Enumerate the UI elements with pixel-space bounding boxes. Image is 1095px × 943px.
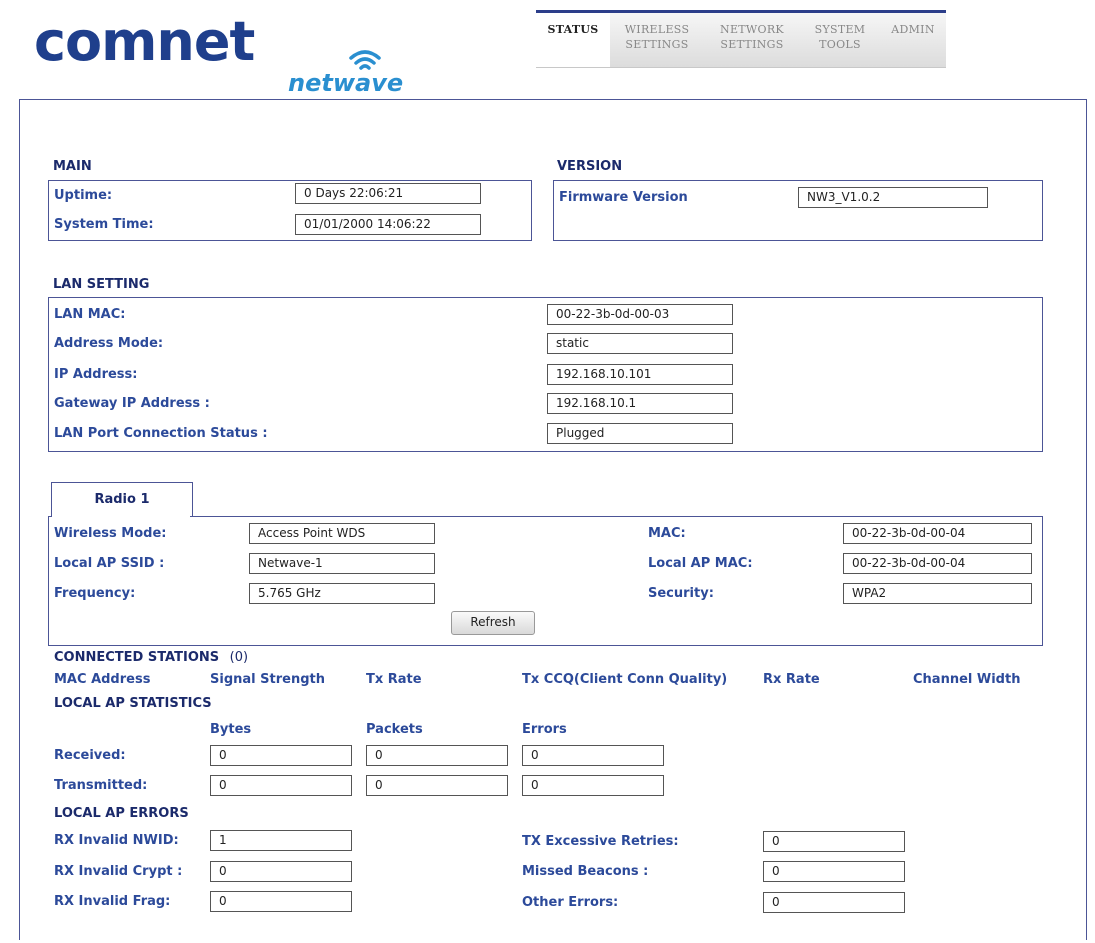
comnet-logo: comnet (34, 10, 255, 73)
rx-invalid-nwid-label: RX Invalid NWID: (54, 833, 179, 848)
transmitted-packets-field: 0 (366, 775, 508, 796)
top-nav (536, 10, 946, 68)
col-rx-rate: Rx Rate (763, 672, 820, 687)
lan-mac-field: 00-22-3b-0d-00-03 (547, 304, 733, 325)
firmware-label: Firmware Version (559, 190, 688, 205)
tab-network-settings[interactable]: NETWORK SETTINGS (720, 23, 784, 51)
frequency-field: 5.765 GHz (249, 583, 435, 604)
rx-invalid-nwid-field: 1 (210, 830, 352, 851)
lan-mac-label: LAN MAC: (54, 307, 126, 322)
radio-mac-field: 00-22-3b-0d-00-04 (843, 523, 1032, 544)
transmitted-bytes-field: 0 (210, 775, 352, 796)
connected-stations-title (54, 650, 248, 666)
frequency-label: Frequency: (54, 586, 136, 601)
rx-invalid-frag-field: 0 (210, 891, 352, 912)
gateway-field: 192.168.10.1 (547, 393, 733, 414)
lan-port-status-label: LAN Port Connection Status : (54, 426, 268, 441)
system-time-field: 01/01/2000 14:06:22 (295, 214, 481, 235)
tab-status[interactable]: STATUS (536, 13, 610, 67)
local-ap-mac-field: 00-22-3b-0d-00-04 (843, 553, 1032, 574)
ip-address-label: IP Address: (54, 367, 138, 382)
received-packets-field: 0 (366, 745, 508, 766)
wireless-mode-field: Access Point WDS (249, 523, 435, 544)
other-errors-label: Other Errors: (522, 895, 619, 910)
uptime-label: Uptime: (54, 188, 113, 203)
refresh-button[interactable]: Refresh (451, 611, 535, 635)
col-packets: Packets (366, 722, 423, 737)
tx-excessive-retries-label: TX Excessive Retries: (522, 834, 679, 849)
col-signal-strength: Signal Strength (210, 672, 325, 687)
ap-statistics-title: LOCAL AP STATISTICS (54, 696, 212, 711)
missed-beacons-label: Missed Beacons : (522, 864, 649, 879)
tab-admin[interactable]: ADMIN (891, 23, 935, 36)
received-label: Received: (54, 748, 126, 763)
address-mode-field: static (547, 333, 733, 354)
rx-invalid-crypt-label: RX Invalid Crypt : (54, 864, 183, 879)
netwave-logo: netwave (288, 69, 404, 97)
tab-system-tools[interactable]: SYSTEM TOOLS (814, 23, 866, 51)
security-field: WPA2 (843, 583, 1032, 604)
rx-invalid-frag-label: RX Invalid Frag: (54, 894, 171, 909)
lan-port-status-field: Plugged (547, 423, 733, 444)
transmitted-label: Transmitted: (54, 778, 148, 793)
local-ap-ssid-field: Netwave-1 (249, 553, 435, 574)
col-tx-ccq: Tx CCQ(Client Conn Quality) (522, 672, 728, 687)
connected-stations-label: CONNECTED STATIONS (54, 650, 220, 665)
wireless-mode-label: Wireless Mode: (54, 526, 167, 541)
received-errors-field: 0 (522, 745, 664, 766)
col-errors: Errors (522, 722, 567, 737)
col-mac-address: MAC Address (54, 672, 151, 687)
received-bytes-field: 0 (210, 745, 352, 766)
tab-join (52, 515, 190, 517)
local-ap-ssid-label: Local AP SSID : (54, 556, 165, 571)
col-channel-width: Channel Width (913, 672, 1021, 687)
lan-section-title: LAN SETTING (53, 277, 150, 292)
address-mode-label: Address Mode: (54, 336, 164, 351)
tab-wireless-settings[interactable]: WIRELESS SETTINGS (624, 23, 690, 51)
col-bytes: Bytes (210, 722, 252, 737)
ap-errors-title: LOCAL AP ERRORS (54, 806, 189, 821)
security-label: Security: (648, 586, 714, 601)
tab-radio-1[interactable]: Radio 1 (51, 482, 193, 517)
missed-beacons-field: 0 (763, 861, 905, 882)
transmitted-errors-field: 0 (522, 775, 664, 796)
connected-stations-count: (0) (229, 650, 249, 665)
system-time-label: System Time: (54, 217, 154, 232)
uptime-field: 0 Days 22:06:21 (295, 183, 481, 204)
local-ap-mac-label: Local AP MAC: (648, 556, 753, 571)
col-tx-rate: Tx Rate (366, 672, 422, 687)
rx-invalid-crypt-field: 0 (210, 861, 352, 882)
tx-excessive-retries-field: 0 (763, 831, 905, 852)
firmware-field: NW3_V1.0.2 (798, 187, 988, 208)
ip-address-field: 192.168.10.101 (547, 364, 733, 385)
main-section-title: MAIN (53, 159, 92, 174)
gateway-label: Gateway IP Address : (54, 396, 210, 411)
radio-mac-label: MAC: (648, 526, 686, 541)
other-errors-field: 0 (763, 892, 905, 913)
version-section-title: VERSION (557, 159, 623, 174)
